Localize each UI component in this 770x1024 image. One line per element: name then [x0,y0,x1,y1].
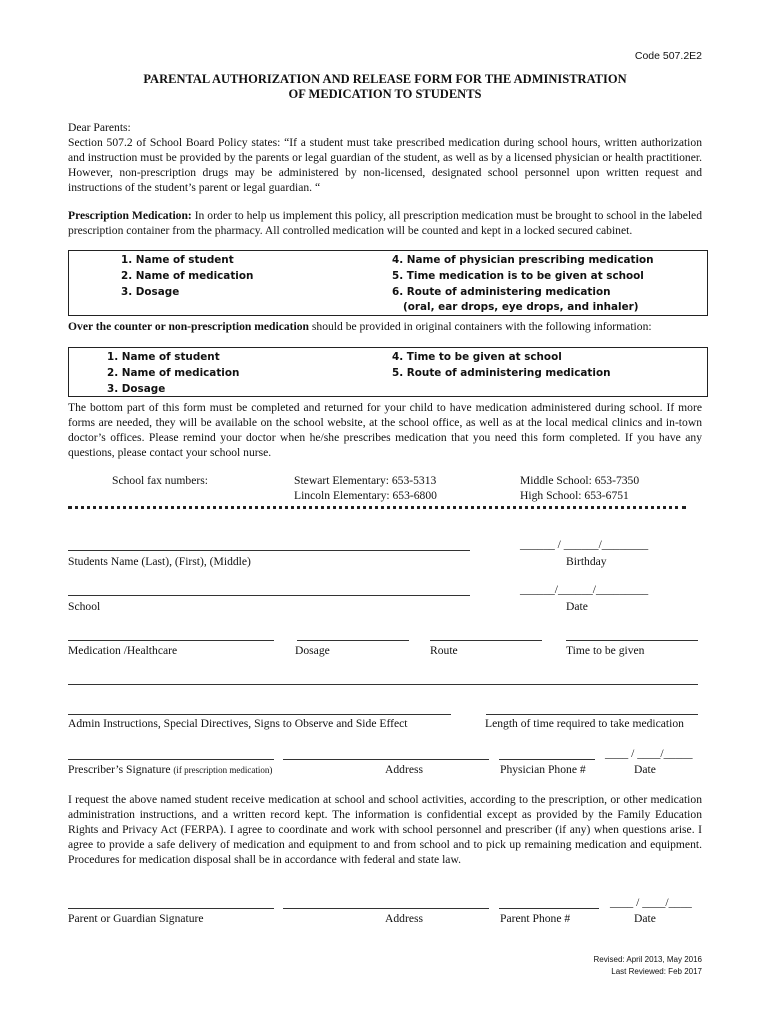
rx-item-5: 5. Time medication is to be given at school [392,270,644,282]
school-label: School [68,600,101,613]
form-title-line1: PARENTAL AUTHORIZATION AND RELEASE FORM FOR THE ADMINISTRATION [143,72,627,86]
dosage-field[interactable] [297,640,409,641]
fax-stewart: Stewart Elementary: 653-5313 [294,474,437,487]
admin-instructions-label: Admin Instructions, Special Directives, Signs to Observe and Side Effect [68,717,408,730]
prescription-text: In order to help us implement this policy, all prescription medication must be brought to school in the labeled prescription container from the pharmacy. All controlled medication will be counted and kept in a locked secured cabinet. [68,209,703,237]
document-code: Code 507.2E2 [634,50,702,62]
revised-date: Revised: April 2013, May 2016 [593,955,702,964]
consent-paragraph: I request the above named student receive medication at school and school activities, according to the prescription, or other medication administration instructions, and a written record kept. The information is confidential except as provided by the Family Education Rights and Privacy Act (FERPA). I agree to coordinate and work with school personnel and prescriber (if any) when questions arise. I agree to provide a safe delivery of medication and equipment to and from school and to pick up remaining medication and equipment. Procedures for medication disposal shall be in accordance with federal and state law. [68,793,702,866]
fax-label: School fax numbers: [112,474,208,487]
last-reviewed-date: Last Reviewed: Feb 2017 [611,967,702,976]
form-title-line2: OF MEDICATION TO STUDENTS [288,87,482,101]
otc-requirements-box [68,347,708,397]
parent-signature-label: Parent or Guardian Signature [68,912,204,925]
time-given-field[interactable] [566,640,698,641]
tear-off-divider [68,506,686,509]
dosage-label: Dosage [295,644,330,657]
otc-item-3: 3. Dosage [107,383,166,395]
otc-item-4: 4. Time to be given at school [392,351,562,363]
time-given-label: Time to be given [566,644,645,657]
prescriber-address-label: Address [385,763,423,776]
prescriber-address-field[interactable] [283,759,489,760]
route-field[interactable] [430,640,542,641]
student-name-label: Students Name (Last), (First), (Middle) [68,555,251,568]
rx-item-3: 3. Dosage [121,286,180,298]
prescription-requirements-box [68,250,708,316]
fax-lincoln: Lincoln Elementary: 653-6800 [294,489,437,502]
prescriber-date-field[interactable]: ____ / ____/_____ [605,747,693,760]
physician-phone-label: Physician Phone # [500,763,586,776]
prescriber-signature-field[interactable] [68,759,274,760]
date-label: Date [566,600,588,613]
route-label: Route [430,644,458,657]
otc-text: should be provided in original containers with the following information: [308,320,652,333]
physician-phone-field[interactable] [499,759,595,760]
length-of-time-field[interactable] [486,714,698,715]
rx-item-6-detail: (oral, ear drops, eye drops, and inhaler) [403,301,639,313]
rx-item-4: 4. Name of physician prescribing medication [392,254,654,266]
length-of-time-label: Length of time required to take medication [485,717,684,730]
parent-phone-label: Parent Phone # [500,912,571,925]
medication-field[interactable] [68,640,274,641]
prescriber-signature-label [68,763,272,776]
rx-item-1: 1. Name of student [121,254,234,266]
parent-phone-field[interactable] [499,908,599,909]
bottom-note-paragraph: The bottom part of this form must be completed and returned for your child to have medication administered during school. If more forms are needed, they will be available on the school website, at the school office, as well as at the local medical clinics and in-town doctor’s offices. Please remind your doctor when he/she prescribes medication that you need this form completed. If you have any questions, please contact your school nurse. [68,401,702,459]
rx-item-2: 2. Name of medication [121,270,254,282]
parent-date-field[interactable]: ____ / ____/____ [610,896,692,909]
otc-item-5: 5. Route of administering medication [392,367,611,379]
fax-high: High School: 653-6751 [520,489,629,502]
parent-date-label: Date [634,912,656,925]
fax-middle: Middle School: 653-7350 [520,474,640,487]
rx-item-6: 6. Route of administering medication [392,286,611,298]
otc-item-2: 2. Name of medication [107,367,240,379]
medication-label: Medication /Healthcare [68,644,178,657]
parent-address-field[interactable] [283,908,489,909]
parent-signature-field[interactable] [68,908,274,909]
school-field[interactable] [68,595,470,596]
admin-instructions-field[interactable] [68,714,451,715]
prescriber-signature-text: Prescriber’s Signature [68,763,171,776]
birthday-field[interactable]: ______ / ______/________ [520,538,649,551]
policy-paragraph: Section 507.2 of School Board Policy states: “If a student must take prescribed medication during school hours, written authorization and instruction must be provided by the parents or legal guardian of the student, as well as by a licensed physician or health practitioner. However, non-prescription drugs may be administered by non-licensed, designated school personnel upon written request and instructions of the student’s parent or legal guardian. “ [68,136,702,194]
parent-address-label: Address [385,912,423,925]
instructions-field-line1[interactable] [68,684,698,685]
otc-item-1: 1. Name of student [107,351,220,363]
prescriber-date-label: Date [634,763,656,776]
otc-paragraph [68,319,702,334]
birthday-label: Birthday [566,555,607,568]
prescription-paragraph [68,208,702,238]
date-field[interactable]: ______/______/_________ [520,583,649,596]
salutation: Dear Parents: [68,121,131,134]
otc-heading: Over the counter or non-prescription medication [68,320,309,333]
prescription-heading: Prescription Medication: [68,209,192,222]
prescriber-signature-note: (if prescription medication) [173,765,273,775]
student-name-field[interactable] [68,550,470,551]
